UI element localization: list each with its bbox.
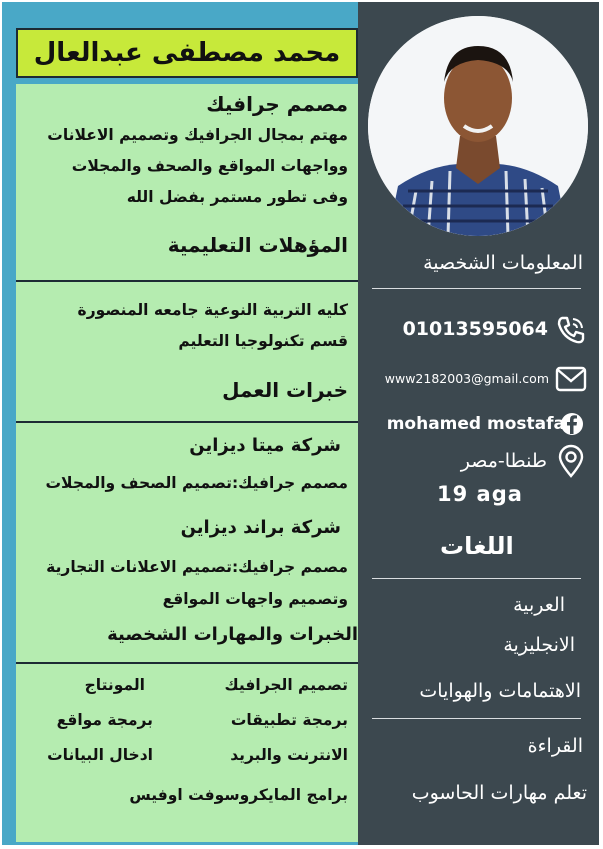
skill-item: برامج المايكروسوفت اوفيس [129,786,348,804]
language-item: العربية [513,594,565,616]
profile-photo [368,16,588,236]
phone-number: 01013595064 [402,318,548,340]
section-divider [16,280,358,282]
section-divider [16,662,358,664]
name-banner [16,28,358,78]
profile-line: وفى تطور مستمر بفضل الله [126,188,348,206]
language-item: الانجليزية [503,634,575,656]
interest-item: القراءة [527,735,583,757]
address: طنطا-مصر [460,450,547,472]
languages-heading: اللغات [440,532,514,560]
phone-icon [555,314,587,346]
profile-title: مصمم جرافيك [206,92,348,116]
profile-line: وواجهات المواقع والصحف والمجلات [71,157,348,175]
company-name: شركة براند ديزاين [180,517,341,538]
education-line: كليه التربية النوعية جامعه المنصورة [77,301,348,319]
person-name: محمد مصطفى عبدالعال [33,38,341,68]
job-line: مصمم جرافيك:تصميم الصحف والمجلات [45,474,348,492]
skill-item: ادخال البيانات [47,746,153,764]
email-icon [555,366,587,392]
education-heading: المؤهلات التعليمية [167,233,348,257]
sidebar-divider [372,718,581,719]
facebook-name: mohamed mostafa [386,414,565,434]
personal-info-heading: المعلومات الشخصية [423,252,583,274]
skills-heading: الخبرات والمهارات الشخصية [107,624,358,645]
skill-item: الانترنت والبريد [230,746,348,764]
education-line: قسم تكنولوجيا التعليم [178,332,348,350]
section-divider [16,421,358,423]
skill-item: المونتاج [84,676,145,694]
interests-heading: الاهتمامات والهوايات [419,680,581,702]
experience-heading: خبرات العمل [222,378,348,402]
location-icon [557,444,585,478]
sidebar-divider [372,578,581,579]
job-line: مصمم جرافيك:تصميم الاعلانات التجارية [46,558,348,576]
skill-item: برمجة تطبيقات [230,711,348,729]
company-name: شركة ميتا ديزاين [189,435,341,456]
job-line: وتصميم واجهات المواقع [162,590,348,608]
sidebar-divider [372,288,581,289]
skill-item: برمجة مواقع [56,711,153,729]
email-address: www2182003@gmail.com [384,371,549,386]
profile-line: مهتم بمجال الجرافيك وتصميم الاعلانات [47,126,348,144]
interest-item: تعلم مهارات الحاسوب [411,782,587,804]
skill-item: تصميم الجرافيك [224,676,348,694]
age: 19 aga [437,482,523,506]
